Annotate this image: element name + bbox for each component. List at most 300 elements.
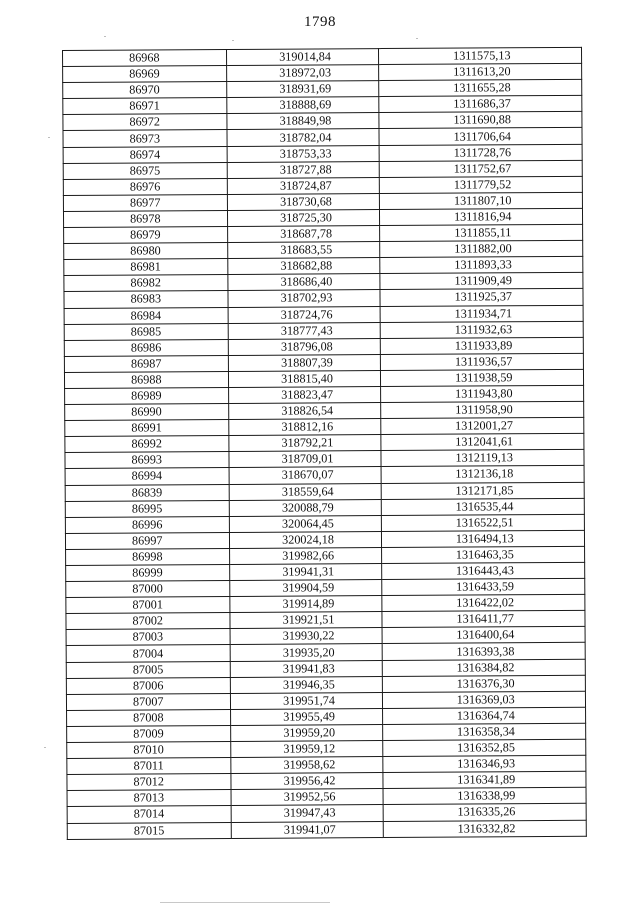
cell-value: 87007 (132, 694, 164, 709)
y-coordinate-cell (382, 691, 586, 708)
cell-value: 86984 (130, 307, 162, 323)
cell-value: 86972 (129, 114, 160, 130)
cell-value: 320064,45 (281, 516, 334, 531)
cell-value: 86977 (129, 195, 161, 210)
cell-value: 86976 (129, 179, 161, 194)
cell-value: 1316369,03 (456, 692, 515, 707)
x-coordinate-cell (227, 258, 379, 275)
x-coordinate-cell (230, 757, 382, 774)
coordinates-table (62, 47, 587, 840)
point-number-cell (64, 227, 228, 244)
cell-value: 86975 (129, 163, 161, 178)
cell-value: 1311933,89 (454, 337, 513, 353)
cell-value: 319914,89 (282, 596, 335, 611)
cell-value: 318724,87 (279, 178, 332, 193)
cell-value: 319941,83 (282, 660, 335, 676)
cell-value: 1311706,64 (453, 128, 512, 144)
x-coordinate-cell (227, 129, 379, 146)
y-coordinate-cell (382, 643, 586, 660)
cell-value: 87009 (133, 726, 164, 741)
x-coordinate-cell (231, 789, 383, 806)
y-coordinate-cell (381, 498, 585, 515)
cell-value: 1316400,64 (456, 627, 515, 643)
y-coordinate-cell (380, 434, 584, 451)
cell-value: 318724,76 (280, 306, 333, 322)
cell-value: 1312136,18 (455, 466, 514, 482)
cell-value: 318972,03 (279, 65, 332, 80)
cell-value: 1316384,82 (456, 659, 515, 675)
y-coordinate-cell (378, 63, 582, 80)
point-number-cell (64, 355, 228, 372)
cell-value: 86991 (131, 420, 162, 435)
x-coordinate-cell (227, 177, 379, 194)
y-coordinate-cell (380, 385, 584, 402)
y-coordinate-cell (382, 772, 586, 789)
x-coordinate-cell (228, 435, 380, 452)
cell-value: 318683,55 (280, 242, 333, 257)
cell-value: 86990 (131, 404, 162, 419)
point-number-cell (67, 790, 231, 807)
y-coordinate-cell (378, 112, 582, 129)
x-coordinate-cell (230, 692, 382, 709)
x-coordinate-cell (230, 724, 382, 741)
y-coordinate-cell (380, 321, 584, 338)
cell-value: 87013 (133, 790, 165, 805)
cell-value: 86992 (131, 436, 162, 451)
x-coordinate-cell (228, 338, 380, 355)
x-coordinate-cell (228, 370, 380, 387)
cell-value: 319930,22 (282, 628, 335, 644)
y-coordinate-cell (381, 546, 585, 563)
x-coordinate-cell (226, 81, 378, 98)
y-coordinate-cell (379, 273, 583, 290)
y-coordinate-cell (379, 144, 583, 161)
cell-value: 1312041,61 (455, 434, 514, 449)
cell-value: 1311575,13 (453, 48, 511, 63)
cell-value: 318812,16 (281, 419, 334, 434)
coordinates-table-body (63, 47, 587, 839)
cell-value: 319904,59 (282, 580, 335, 595)
y-coordinate-cell (378, 47, 582, 64)
point-number-cell (66, 613, 230, 630)
cell-value: 87006 (132, 678, 164, 693)
y-coordinate-cell (378, 96, 582, 113)
cell-value: 87002 (132, 613, 164, 628)
x-coordinate-cell (228, 419, 380, 436)
x-coordinate-cell (230, 628, 382, 645)
y-coordinate-cell (382, 755, 586, 772)
y-coordinate-cell (379, 192, 583, 209)
y-coordinate-cell (379, 128, 583, 145)
cell-value: 86981 (130, 259, 161, 274)
cell-value: 1316433,59 (456, 579, 515, 594)
cell-value: 1316376,30 (456, 675, 515, 691)
cell-value: 319955,49 (283, 709, 336, 724)
x-coordinate-cell (228, 306, 380, 323)
y-coordinate-cell (381, 466, 585, 483)
y-coordinate-cell (380, 401, 584, 418)
cell-value: 1316352,85 (457, 740, 516, 755)
cell-value: 86986 (130, 340, 162, 355)
cell-value: 86839 (131, 484, 163, 500)
scan-edge-line (160, 902, 330, 903)
cell-value: 318725,30 (280, 210, 332, 225)
cell-value: 87001 (132, 597, 163, 612)
cell-value: 1316346,93 (457, 756, 516, 771)
x-coordinate-cell (228, 290, 380, 307)
point-number-cell (63, 49, 227, 66)
y-coordinate-cell (381, 530, 585, 547)
cell-value: 86973 (129, 130, 161, 146)
x-coordinate-cell (230, 676, 382, 693)
y-coordinate-cell (382, 723, 586, 740)
x-coordinate-cell (229, 580, 381, 597)
cell-value: 318727,88 (279, 162, 332, 177)
point-number-cell (66, 548, 230, 565)
x-coordinate-cell (228, 354, 380, 371)
cell-value: 1316422,02 (456, 595, 515, 610)
x-coordinate-cell (231, 821, 383, 838)
point-number-cell (66, 645, 230, 662)
cell-value: 86993 (131, 452, 163, 467)
x-coordinate-cell (228, 387, 380, 404)
y-coordinate-cell (381, 562, 585, 579)
point-number-cell (64, 307, 228, 324)
y-coordinate-cell (381, 578, 585, 595)
x-coordinate-cell (229, 547, 381, 564)
y-coordinate-cell (382, 659, 586, 676)
cell-value: 1311816,94 (454, 209, 512, 224)
cell-value: 1316535,44 (455, 498, 514, 514)
y-coordinate-cell (383, 788, 587, 805)
cell-value: 86998 (132, 549, 163, 564)
cell-value: 319921,51 (282, 612, 335, 627)
cell-value: 86971 (129, 98, 160, 113)
x-coordinate-cell (227, 193, 379, 210)
cell-value: 1311936,57 (454, 354, 513, 369)
point-number-cell (63, 66, 227, 83)
scan-speck (232, 40, 234, 41)
x-coordinate-cell (229, 499, 381, 516)
cell-value: 1311943,80 (455, 386, 513, 401)
cell-value: 1316494,13 (455, 531, 514, 546)
x-coordinate-cell (229, 612, 381, 629)
cell-value: 86970 (129, 82, 160, 97)
point-number-cell (67, 774, 231, 791)
cell-value: 86985 (130, 324, 162, 339)
cell-value: 319951,74 (283, 693, 335, 708)
x-coordinate-cell (227, 145, 379, 162)
point-number-cell (64, 275, 228, 292)
y-coordinate-cell (380, 417, 584, 434)
point-number-cell (63, 146, 227, 163)
point-number-cell (64, 243, 228, 260)
point-number-cell (63, 114, 227, 131)
cell-value: 1311932,63 (454, 321, 513, 337)
cell-value: 318796,08 (280, 339, 333, 354)
y-coordinate-cell (379, 208, 583, 225)
x-coordinate-cell (230, 660, 382, 677)
y-coordinate-cell (381, 482, 585, 499)
y-coordinate-cell (383, 804, 587, 821)
point-number-cell (65, 468, 229, 485)
x-coordinate-cell (230, 644, 382, 661)
x-coordinate-cell (230, 708, 382, 725)
x-coordinate-cell (226, 113, 378, 130)
cell-value: 318777,43 (280, 322, 333, 338)
cell-value: 86980 (130, 243, 161, 258)
x-coordinate-cell (226, 49, 378, 66)
x-coordinate-cell (226, 97, 378, 114)
cell-value: 1311909,49 (454, 273, 512, 288)
x-coordinate-cell (229, 564, 381, 581)
x-coordinate-cell (227, 210, 379, 227)
point-number-cell (63, 130, 227, 147)
cell-value: 318686,40 (280, 274, 333, 290)
cell-value: 1312119,13 (455, 450, 514, 465)
cell-value: 1311686,37 (453, 96, 511, 111)
x-coordinate-cell (228, 403, 380, 420)
cell-value: 1312001,27 (455, 418, 514, 433)
cell-value: 86989 (131, 388, 162, 403)
cell-value: 1311655,28 (453, 80, 511, 95)
point-number-cell (66, 581, 230, 598)
point-number-cell (67, 758, 231, 775)
cell-value: 319956,42 (283, 773, 336, 788)
cell-value: 86988 (131, 372, 162, 387)
y-coordinate-cell (379, 176, 583, 193)
cell-value: 319935,20 (282, 644, 335, 660)
cell-value: 86968 (129, 50, 160, 65)
point-number-cell (65, 452, 229, 469)
point-number-cell (66, 677, 230, 694)
cell-value: 318807,39 (280, 355, 333, 370)
cell-value: 319982,66 (282, 548, 335, 563)
cell-value: 318670,07 (281, 467, 334, 483)
point-number-cell (66, 629, 230, 646)
y-coordinate-cell (379, 240, 583, 257)
cell-value: 318702,93 (280, 290, 333, 306)
page-number: 1798 (304, 14, 336, 30)
cell-value: 87011 (133, 758, 164, 773)
x-coordinate-cell (227, 161, 379, 178)
point-number-cell (65, 516, 229, 533)
y-coordinate-cell (379, 160, 583, 177)
cell-value: 86997 (131, 533, 163, 548)
cell-value: 318849,98 (279, 113, 332, 129)
cell-value: 1311752,67 (453, 160, 512, 176)
y-coordinate-cell (380, 369, 584, 386)
point-number-cell (65, 404, 229, 421)
x-coordinate-cell (227, 242, 379, 259)
cell-value: 87000 (132, 581, 163, 596)
cell-value: 1316338,99 (457, 788, 516, 803)
point-number-cell (64, 339, 228, 356)
cell-value: 319941,07 (283, 821, 336, 837)
point-number-cell (67, 806, 231, 823)
point-number-cell (63, 98, 227, 115)
y-coordinate-cell (379, 224, 583, 241)
cell-value: 87010 (133, 742, 164, 757)
cell-value: 318782,04 (279, 129, 332, 145)
scan-speck (416, 38, 418, 39)
cell-value: 1312171,85 (455, 482, 514, 498)
x-coordinate-cell (229, 483, 381, 500)
y-coordinate-cell (382, 707, 586, 724)
cell-value: 318730,68 (280, 194, 332, 209)
point-number-cell (67, 822, 231, 839)
cell-value: 1316341,89 (457, 772, 516, 787)
cell-value: 318888,69 (279, 97, 332, 113)
cell-value: 318823,47 (281, 387, 334, 402)
point-number-cell (64, 259, 228, 276)
cell-value: 1316463,35 (455, 547, 514, 562)
cell-value: 320024,18 (282, 532, 334, 547)
cell-value: 86979 (130, 227, 161, 242)
cell-value: 86995 (131, 501, 163, 516)
cell-value: 1311807,10 (453, 193, 512, 208)
cell-value: 87015 (133, 822, 165, 838)
point-number-cell (67, 709, 231, 726)
cell-value: 1316522,51 (455, 515, 514, 530)
cell-value: 319946,35 (282, 677, 335, 692)
y-coordinate-cell (381, 514, 585, 531)
y-coordinate-cell (381, 611, 585, 628)
cell-value: 87005 (132, 662, 164, 677)
x-coordinate-cell (229, 451, 381, 468)
cell-value: 1311728,76 (453, 144, 512, 160)
cell-value: 1316358,34 (456, 724, 515, 739)
cell-value: 1311690,88 (453, 112, 511, 128)
cell-value: 319959,20 (283, 725, 336, 740)
x-coordinate-cell (230, 741, 382, 758)
point-number-cell (63, 194, 227, 211)
y-coordinate-cell (383, 820, 587, 837)
x-coordinate-cell (230, 773, 382, 790)
cell-value: 318709,01 (281, 451, 334, 467)
x-coordinate-cell (229, 515, 381, 532)
point-number-cell (64, 291, 228, 308)
point-number-cell (66, 693, 230, 710)
x-coordinate-cell (229, 531, 381, 548)
cell-value: 1311893,33 (454, 257, 512, 272)
y-coordinate-cell (382, 627, 586, 644)
point-number-cell (63, 162, 227, 179)
cell-value: 1316364,74 (456, 708, 515, 723)
point-number-cell (67, 725, 231, 742)
cell-value: 87012 (133, 774, 165, 789)
cell-value: 318792,21 (281, 435, 334, 450)
x-coordinate-cell (229, 596, 381, 613)
cell-value: 1311779,52 (453, 177, 512, 192)
y-coordinate-cell (381, 595, 585, 612)
scan-speck (104, 36, 106, 37)
x-coordinate-cell (227, 226, 379, 243)
point-number-cell (63, 178, 227, 195)
point-number-cell (65, 532, 229, 549)
cell-value: 86983 (130, 291, 162, 307)
cell-value: 1316393,38 (456, 643, 515, 659)
cell-value: 86999 (132, 565, 163, 580)
cell-value: 1311882,00 (454, 241, 512, 256)
cell-value: 318931,69 (279, 81, 332, 96)
point-number-cell (66, 564, 230, 581)
y-coordinate-cell (379, 257, 583, 274)
cell-value: 87014 (133, 806, 165, 822)
point-number-cell (65, 484, 229, 501)
point-number-cell (63, 210, 227, 227)
cell-value: 1316335,26 (457, 804, 516, 820)
cell-value: 87008 (133, 710, 164, 725)
x-coordinate-cell (231, 805, 383, 822)
cell-value: 87004 (132, 645, 164, 661)
point-number-cell (64, 371, 228, 388)
cell-value: 1316332,82 (457, 820, 516, 836)
cell-value: 86982 (130, 275, 161, 290)
point-number-cell (64, 323, 228, 340)
cell-value: 86978 (130, 211, 161, 226)
point-number-cell (67, 742, 231, 759)
cell-value: 86996 (131, 517, 163, 532)
x-coordinate-cell (227, 274, 379, 291)
cell-value: 87003 (132, 629, 164, 645)
scan-speck (44, 747, 46, 748)
cell-value: 86974 (129, 147, 161, 162)
y-coordinate-cell (379, 289, 583, 306)
cell-value: 86987 (130, 356, 162, 371)
cell-value: 1311958,90 (455, 402, 513, 417)
cell-value: 319014,84 (279, 49, 332, 64)
cell-value: 318682,88 (280, 258, 333, 273)
cell-value: 1311613,20 (453, 64, 511, 79)
point-number-cell (65, 500, 229, 517)
y-coordinate-cell (380, 305, 584, 322)
cell-value: 1311855,11 (454, 225, 512, 240)
y-coordinate-cell (380, 450, 584, 467)
cell-value: 1316411,77 (456, 611, 515, 626)
cell-value: 319941,31 (282, 564, 335, 579)
point-number-cell (63, 82, 227, 99)
cell-value: 318687,78 (280, 226, 333, 241)
x-coordinate-cell (229, 467, 381, 484)
table-row (67, 820, 586, 839)
cell-value: 86994 (131, 468, 163, 484)
cell-value: 1316443,43 (455, 563, 514, 578)
cell-value: 86969 (129, 66, 160, 81)
cell-value: 318826,54 (281, 403, 334, 418)
point-number-cell (65, 436, 229, 453)
cell-value: 319958,62 (283, 757, 336, 772)
point-number-cell (66, 597, 230, 614)
y-coordinate-cell (382, 739, 586, 756)
cell-value: 1311934,71 (454, 305, 513, 321)
cell-value: 318753,33 (279, 145, 332, 161)
x-coordinate-cell (228, 322, 380, 339)
cell-value: 319947,43 (283, 805, 336, 821)
point-number-cell (65, 387, 229, 404)
y-coordinate-cell (378, 80, 582, 97)
cell-value: 320088,79 (281, 500, 334, 515)
y-coordinate-cell (380, 337, 584, 354)
cell-value: 318559,64 (281, 483, 334, 499)
cell-value: 319952,56 (283, 789, 336, 805)
point-number-cell (66, 661, 230, 678)
cell-value: 319959,12 (283, 741, 336, 756)
cell-value: 318815,40 (281, 371, 333, 386)
scan-speck (48, 137, 50, 138)
cell-value: 1311925,37 (454, 289, 513, 305)
x-coordinate-cell (226, 65, 378, 82)
